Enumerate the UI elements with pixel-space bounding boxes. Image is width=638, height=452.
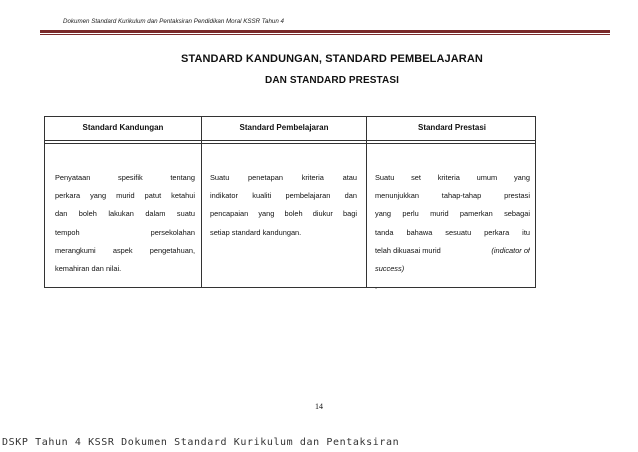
text-line: menunjukkan tahap-tahap prestasi — [375, 191, 530, 201]
page-title-line-1: STANDARD KANDUNGAN, STANDARD PEMBELAJARAN — [181, 53, 483, 65]
text-line: merangkumi aspek pengetahuan, — [55, 245, 195, 255]
text-line: indikator kualiti pembelajaran dan — [210, 191, 357, 201]
text-fragment: telah dikuasai murid — [375, 245, 441, 255]
text-fragment-italic: (indicator of — [491, 245, 530, 255]
standards-table — [44, 116, 536, 292]
column-header-pembelajaran: Standard Pembelajaran — [239, 123, 329, 132]
cell-prestasi — [375, 169, 530, 296]
text-line: Penyataan spesifik tentang — [55, 173, 195, 182]
text-line: setiap standard kandungan. — [210, 227, 302, 237]
header-rule — [40, 30, 610, 33]
text-line: success) — [375, 263, 405, 273]
text-line: . — [375, 282, 378, 292]
column-header-kandungan: Standard Kandungan — [82, 123, 164, 132]
text-line: tanda bahawa sesuatu perkara itu — [375, 227, 530, 237]
header-rule-thin — [40, 34, 610, 35]
text-line — [375, 242, 530, 260]
running-header: Dokumen Standard Kurikulum dan Pentaksiran Pendidikan Moral KSSR Tahun 4 — [63, 18, 284, 25]
text-line: Suatu penetapan kriteria atau — [210, 173, 357, 182]
footer-caption: DSKP Tahun 4 KSSR Dokumen Standard Kurikulum dan Pentaksiran — [2, 437, 400, 448]
text-line: perkara yang murid patut ketahui — [55, 191, 195, 201]
header-row-rule-double — [45, 143, 535, 144]
header-row-rule — [45, 140, 535, 141]
text-line: tempoh persekolahan — [55, 227, 195, 237]
text-line: Suatu set kriteria umum yang — [375, 173, 530, 182]
text-line: pencapaian yang boleh diukur bagi — [210, 209, 357, 219]
page-title-line-2: DAN STANDARD PRESTASI — [265, 75, 399, 86]
page-number: 14 — [315, 402, 323, 411]
cell-pembelajaran — [210, 169, 357, 242]
text-line: dan boleh lakukan dalam suatu — [55, 209, 195, 219]
text-line: kemahiran dan nilai. — [55, 263, 122, 273]
column-header-prestasi: Standard Prestasi — [417, 123, 487, 132]
cell-kandungan — [55, 169, 195, 278]
text-line: yang perlu murid pamerkan sebagai — [375, 209, 530, 219]
